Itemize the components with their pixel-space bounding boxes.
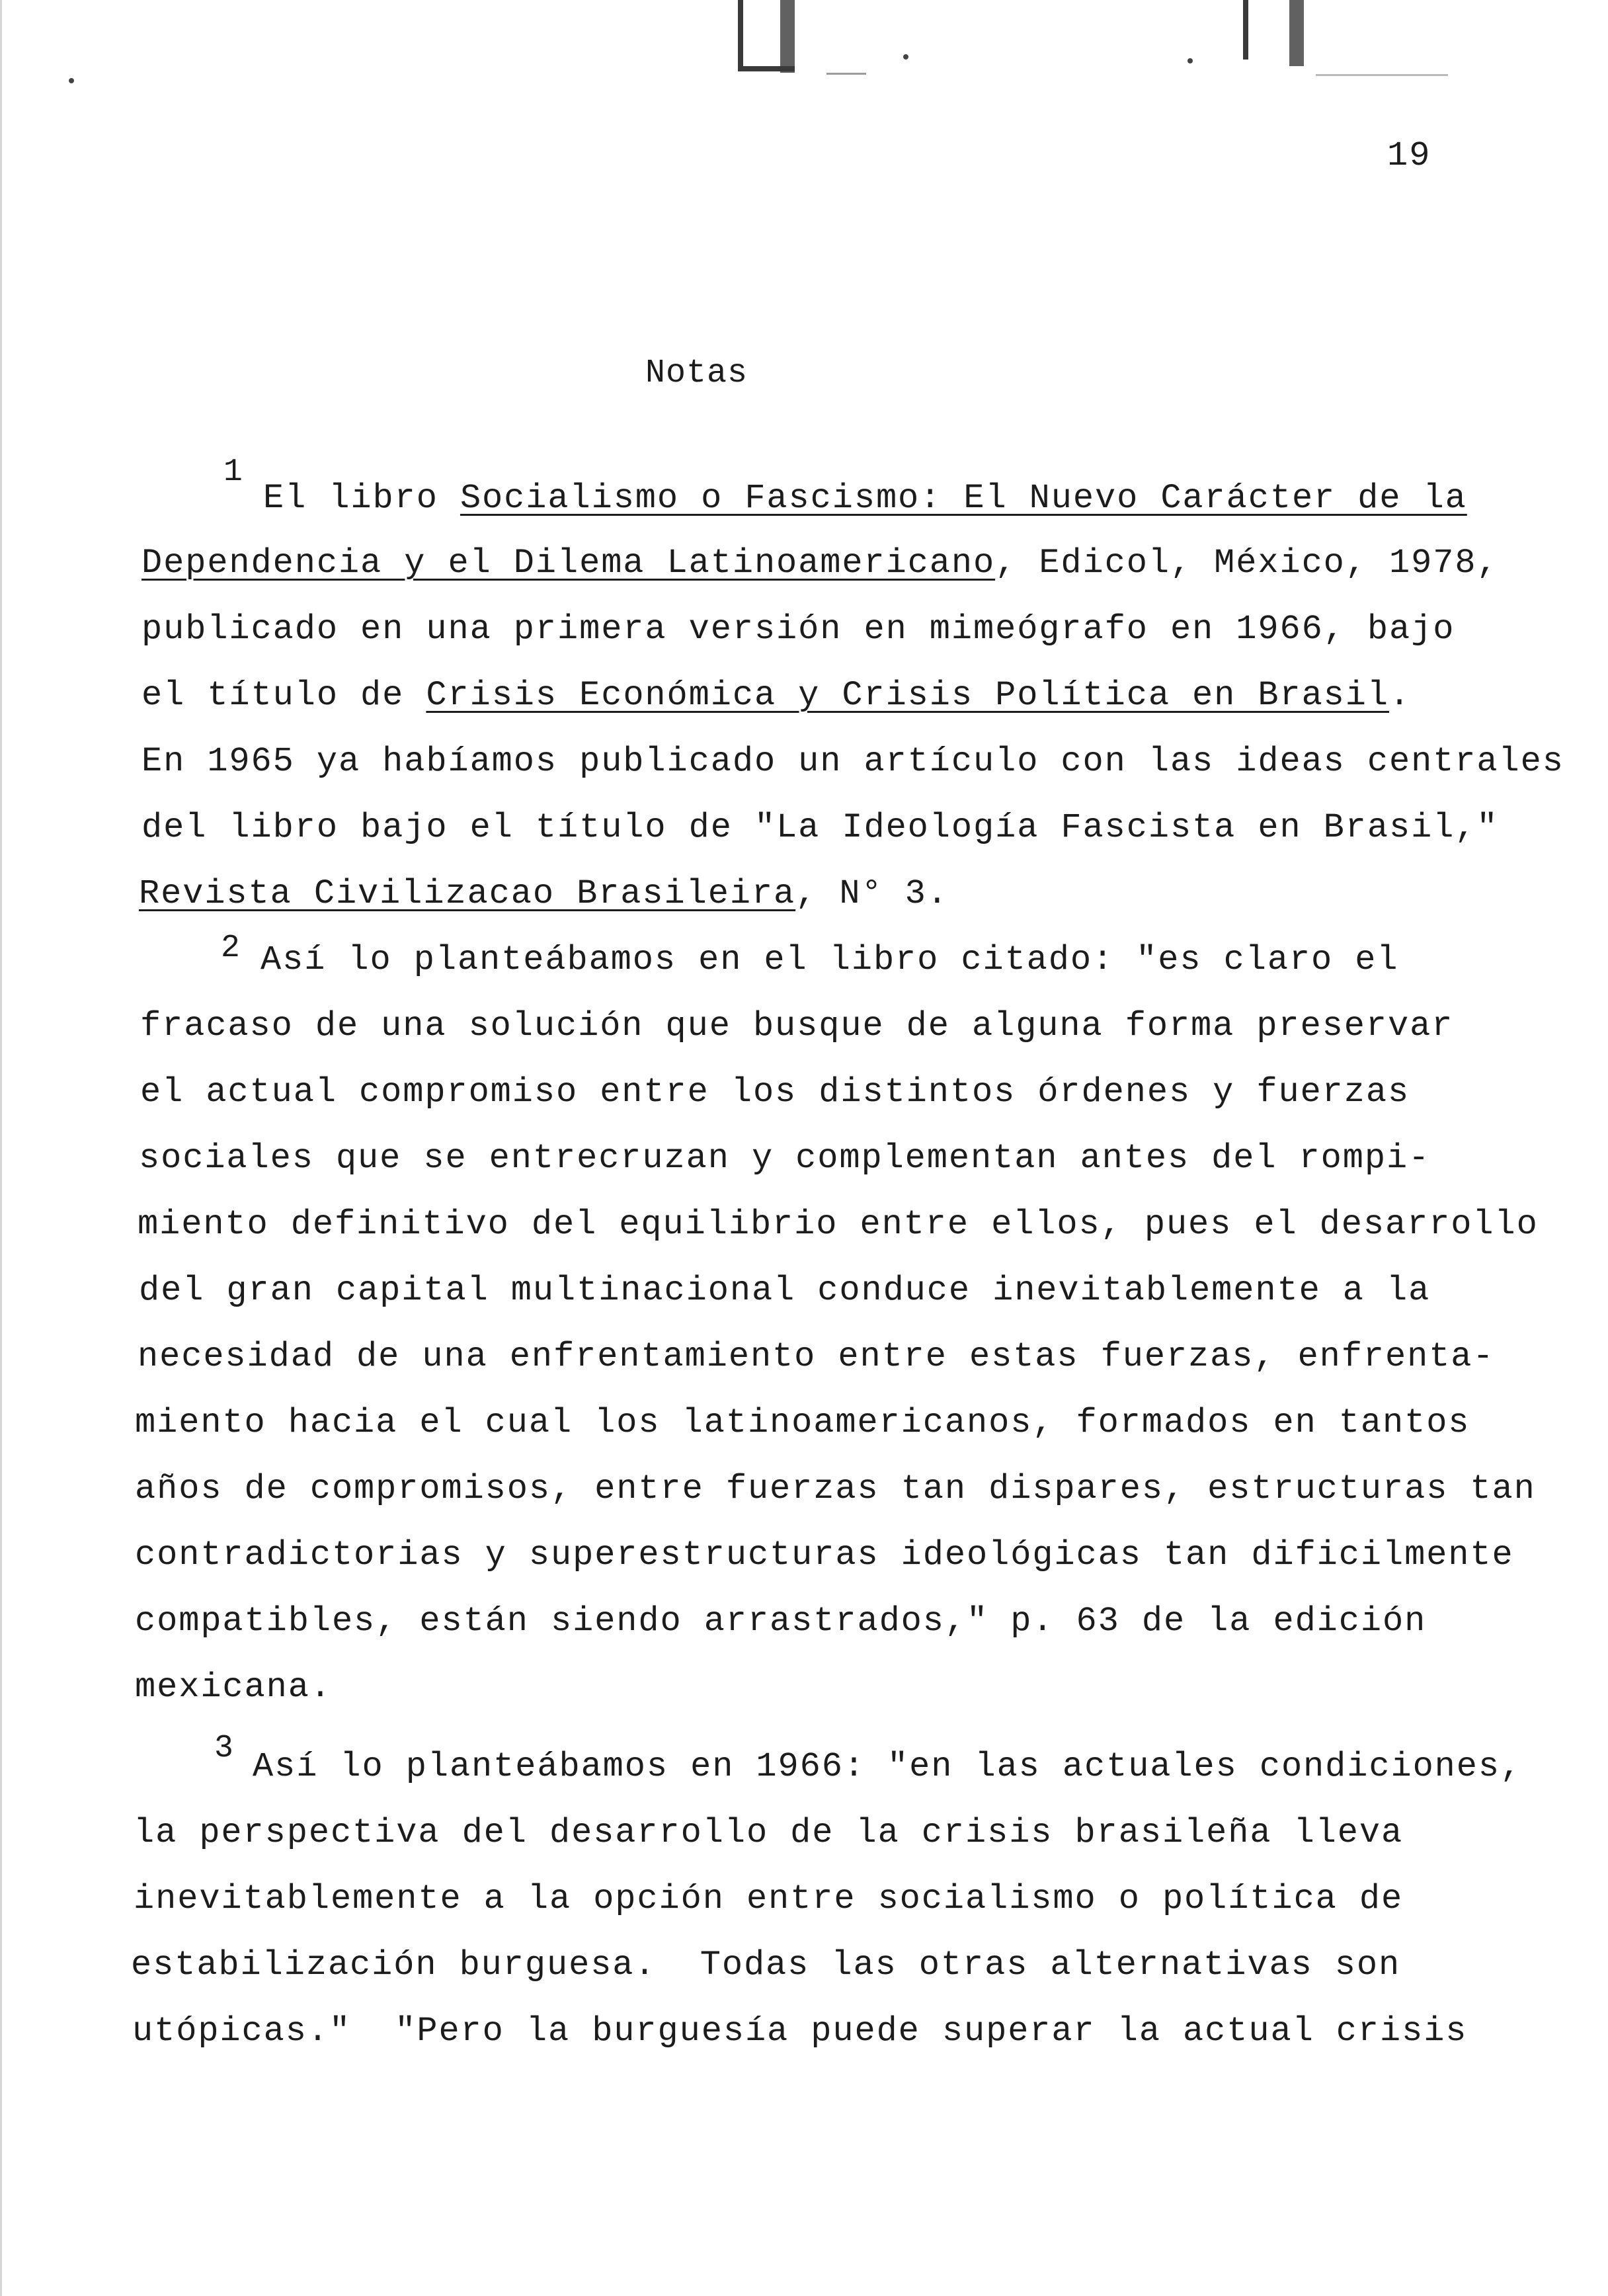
text-span: sociales que se entrecruzan y complementan antes del rompi- [139, 1139, 1431, 1178]
text-span: publicado en una primera versión en mimeógrafo en 1966, bajo [141, 610, 1455, 649]
footnote-marker: 2 [221, 930, 240, 966]
scan-artifact-top-7 [1316, 74, 1448, 76]
text-span: miento definitivo del equilibrio entre ellos, pues el desarrollo [138, 1205, 1539, 1244]
text-span: el actual compromiso entre los distintos órdenes y fuerzas [140, 1073, 1410, 1112]
footnote-2-line [261, 940, 1399, 979]
underlined-title: Dependencia y el Dilema Latinoamericano [141, 544, 996, 583]
text-span: Así lo planteábamos en el libro citado: "es claro el [261, 940, 1399, 979]
text-span: Así lo planteábamos en 1966: "en las actuales condiciones, [253, 1747, 1523, 1786]
footnote-2-line [140, 1006, 1454, 1046]
text-span: utópicas." "Pero la burguesía puede superar la actual crisis [132, 2012, 1468, 2051]
scan-artifact-top-2 [780, 0, 795, 73]
footnote-3-line [132, 2014, 1467, 2049]
page-number: 19 [1387, 136, 1431, 175]
scan-artifact-top-5 [1289, 0, 1304, 66]
footnote-marker: 3 [214, 1731, 233, 1766]
text-span: estabilización burguesa. Todas las otras alternativas son [131, 1946, 1401, 1985]
text-span: necesidad de una enfrentamiento entre estas fuerzas, enfrenta- [138, 1337, 1495, 1376]
footnote-2-line [135, 1604, 1426, 1639]
footnote-2-line [138, 1205, 1539, 1244]
footnote-2-line [139, 1271, 1431, 1310]
footnote-2-line [135, 1403, 1470, 1442]
footnote-2-line [135, 1469, 1536, 1508]
underlined-title: Socialismo o Fascismo: El Nuevo Carácter de la [460, 479, 1467, 518]
footnote-marker: 1 [223, 454, 243, 490]
text-span: inevitablemente a la opción entre socialismo o política de [134, 1879, 1404, 1918]
text-span: . [1389, 676, 1412, 715]
text-span: compatibles, están siendo arrastrados," p. 63 de la edición [135, 1602, 1427, 1641]
text-span: contradictorias y superestructuras ideológicas tan dificilmente [135, 1536, 1514, 1575]
footnote-2-line [138, 1337, 1495, 1376]
scan-speck [69, 78, 74, 83]
text-span: El libro [263, 479, 460, 518]
text-span: del libro bajo el título de "La Ideología Fascista en Brasil," [141, 808, 1499, 847]
page-edge [0, 0, 2, 2296]
text-span: , N° 3. [795, 874, 949, 913]
footnote-1-line [141, 612, 1455, 647]
footnote-1-line [141, 742, 1564, 781]
scan-artifact-top-3 [738, 66, 795, 71]
footnote-2-line [139, 1141, 1430, 1176]
footnote-3-line [253, 1747, 1523, 1786]
text-span: la perspectiva del desarrollo de la crisis brasileña lleva [134, 1813, 1404, 1852]
text-span: miento hacia el cual los latinoamericanos, formados en tantos [135, 1403, 1470, 1442]
footnote-1-line [141, 546, 1499, 581]
text-span: años de compromisos, entre fuerzas tan dispares, estructuras tan [135, 1469, 1536, 1508]
footnote-2-line [140, 1075, 1410, 1110]
scan-speck [1187, 58, 1193, 63]
scan-artifact-top-6 [826, 73, 866, 75]
footnote-3-line [134, 1879, 1404, 1918]
footnote-3-line [131, 1948, 1400, 1983]
scan-artifact-top-4 [1243, 0, 1248, 60]
underlined-title: Crisis Económica y Crisis Política en Brasil [426, 676, 1389, 715]
footnote-1-line [139, 874, 949, 913]
scan-artifact-top-1 [738, 0, 743, 66]
notes-heading: Notas [645, 354, 748, 392]
text-span: En 1965 ya habíamos publicado un artículo con las ideas centrales [141, 742, 1564, 781]
scan-speck [903, 54, 908, 60]
footnote-2-line [135, 1538, 1514, 1573]
text-span: del gran capital multinacional conduce inevitablemente a la [139, 1271, 1431, 1310]
footnote-3-line [134, 1813, 1404, 1852]
underlined-title: Revista Civilizacao Brasileira [139, 874, 796, 913]
footnote-1-line [141, 678, 1411, 713]
footnote-2-line [135, 1670, 332, 1705]
footnote-1-line [141, 808, 1499, 847]
text-span: , Edicol, México, 1978, [995, 544, 1499, 583]
footnote-1-line [263, 481, 1467, 516]
text-span: fracaso de una solución que busque de alguna forma preservar [140, 1006, 1454, 1046]
text-span: el título de [141, 676, 426, 715]
text-span: mexicana. [135, 1668, 332, 1707]
